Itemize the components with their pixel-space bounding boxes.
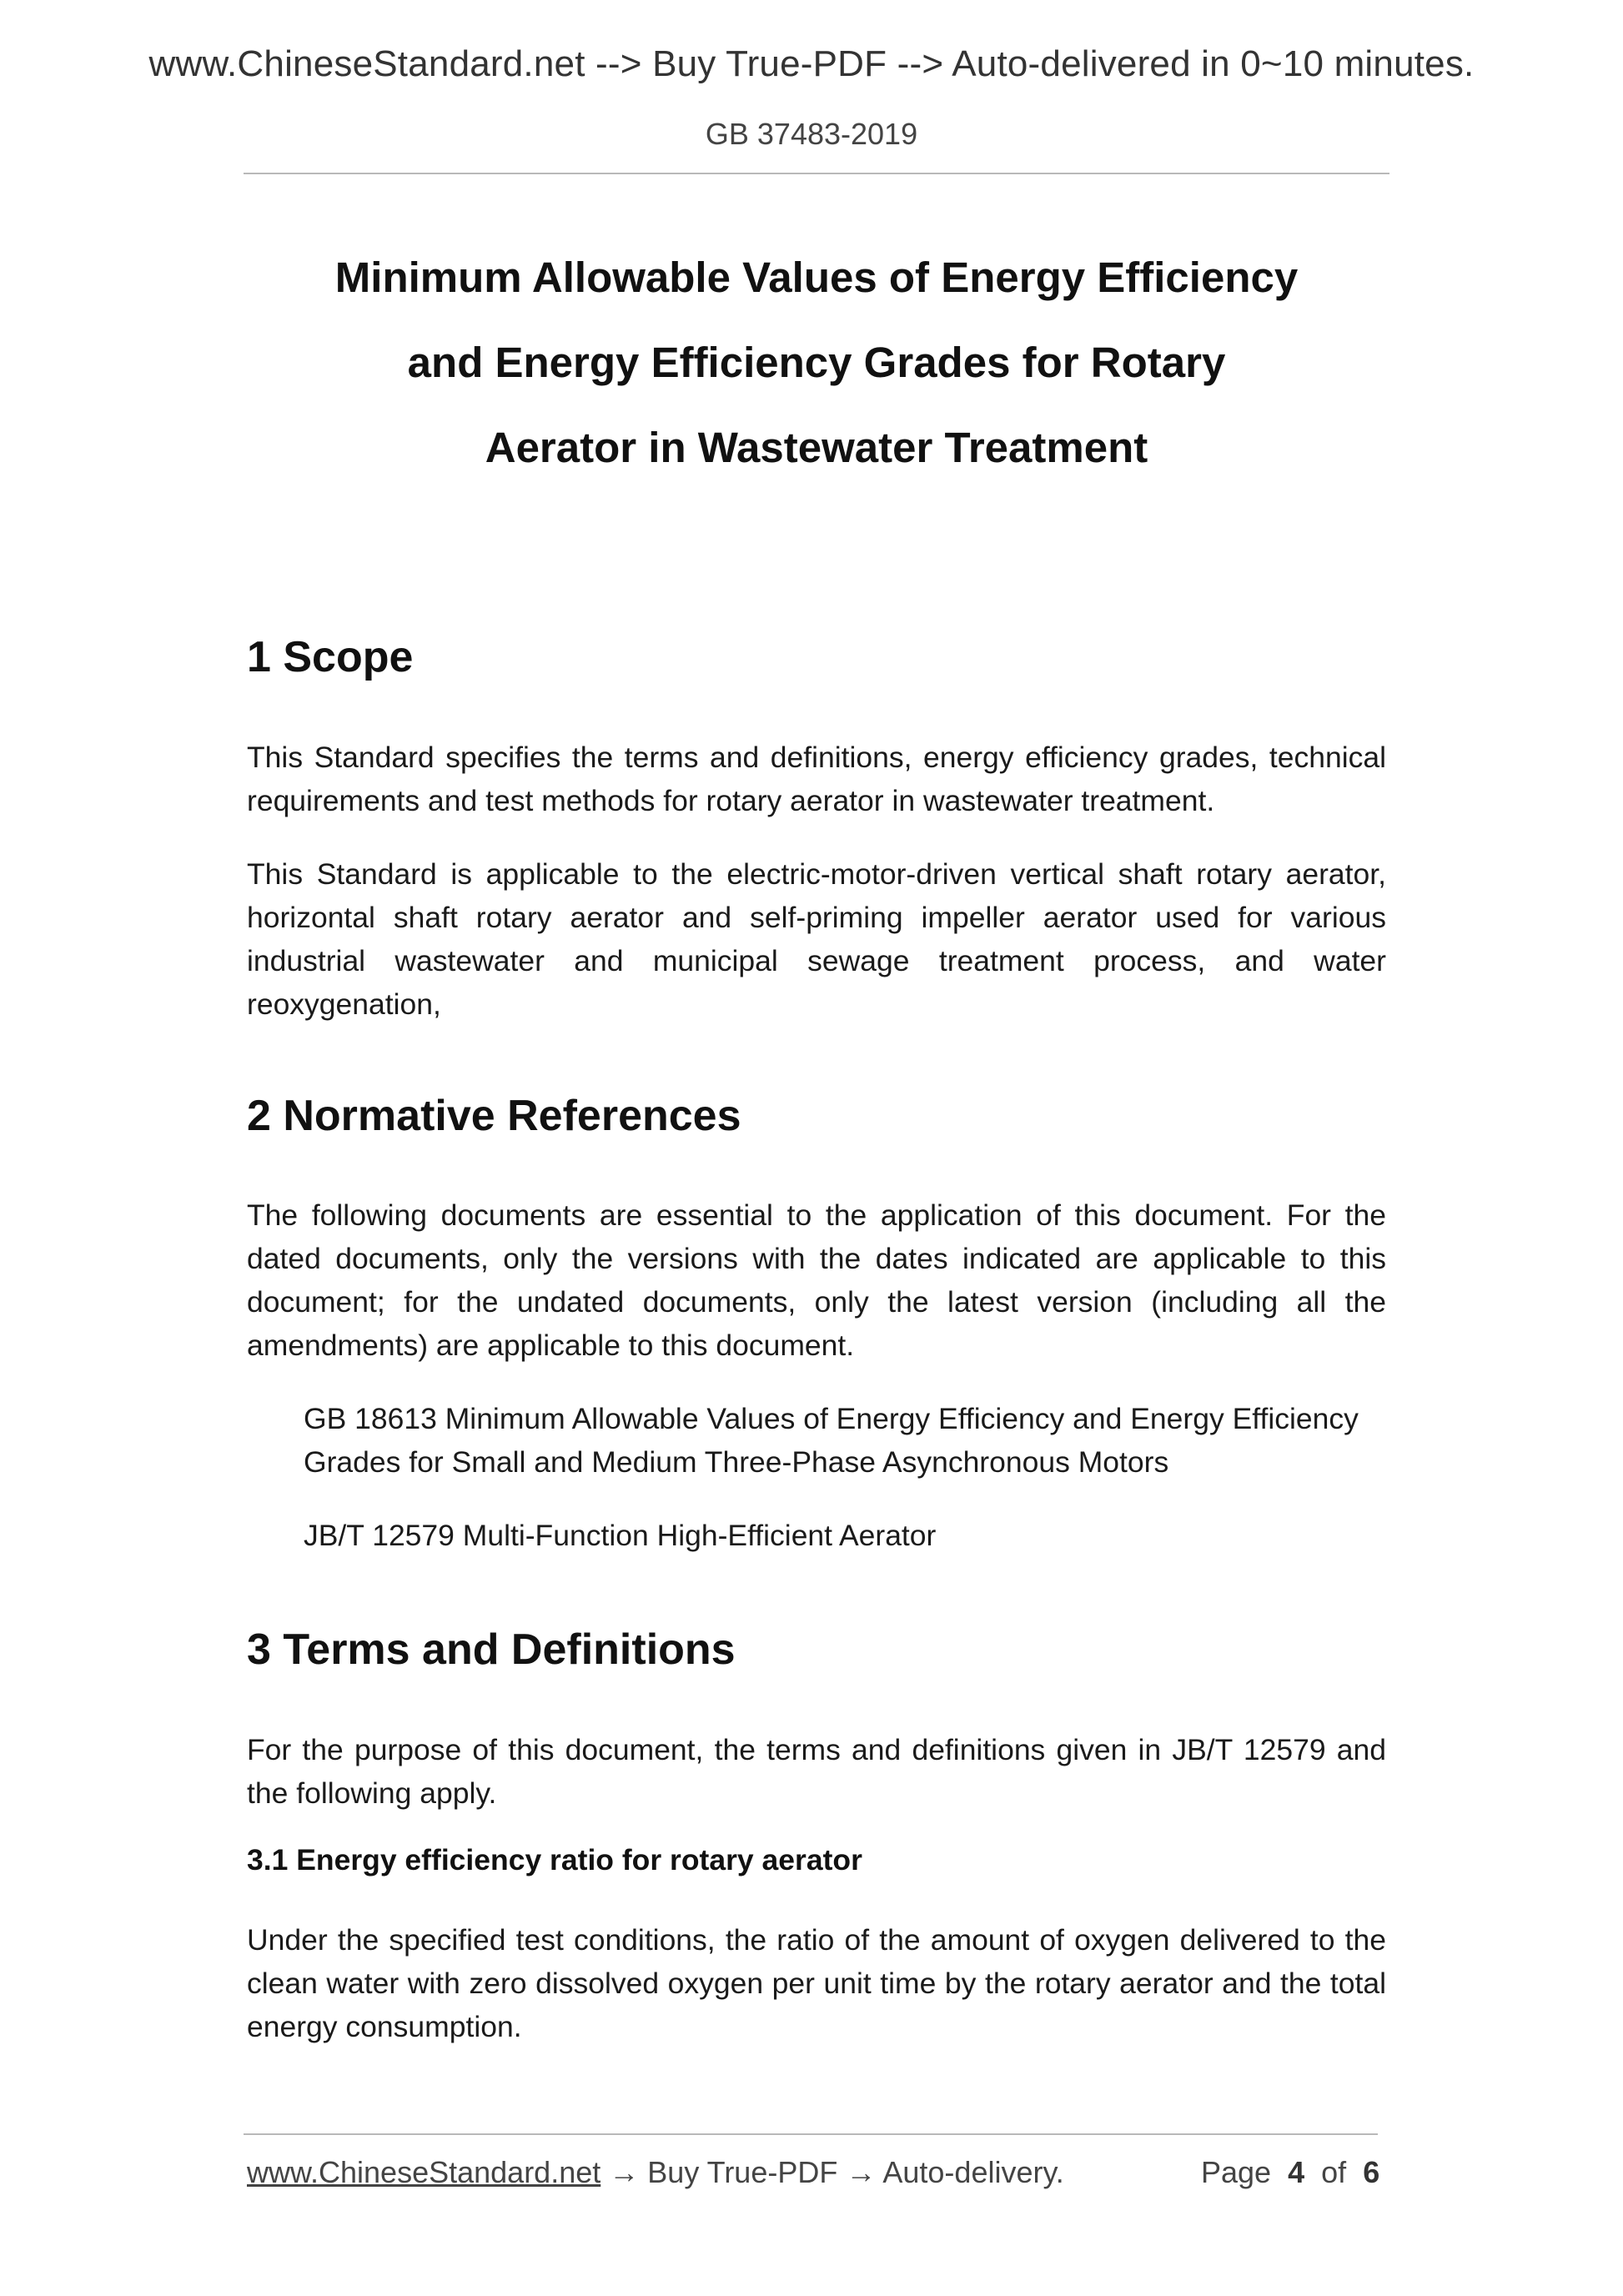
title-line-2: and Energy Efficiency Grades for Rotary: [407, 339, 1226, 386]
page-label: Page: [1201, 2155, 1272, 2189]
document-title: [244, 235, 1389, 490]
arrow-right-icon: →: [846, 2155, 877, 2189]
arrow-right-icon: →: [609, 2155, 640, 2189]
terms-definition-paragraph: Under the specified test conditions, the ratio of the amount of oxygen delivered to the clean water with zero dissolved oxygen per unit time by the rotary aerator and the total energy consumption.: [247, 1923, 1386, 2043]
footer-delivery-text: Auto-delivery.: [882, 2155, 1064, 2189]
title-line-1: Minimum Allowable Values of Energy Efficiency: [334, 254, 1299, 301]
scope-paragraph-2: This Standard is applicable to the electric-motor-driven vertical shaft rotary aerator, horizontal shaft rotary aerator and self-priming impeller aerator used for various industrial wastewater and municipal sewage treatment process, and water reoxygenation,: [247, 857, 1386, 1021]
page-of-label: of: [1321, 2155, 1347, 2189]
document-code: GB 37483-2019: [705, 117, 918, 151]
footer-buy-text: Buy True-PDF: [647, 2155, 838, 2189]
page-number: 4: [1288, 2155, 1305, 2189]
section-heading-scope: 1 Scope: [247, 633, 414, 681]
footer-site-link[interactable]: www.ChineseStandard.net: [247, 2155, 601, 2189]
reference-item-jbt12579: JB/T 12579 Multi-Function High-Efficient Aerator: [304, 1519, 937, 1552]
terms-paragraph-1: For the purpose of this document, the terms and definitions given in JB/T 12579 and the following apply.: [247, 1733, 1386, 1810]
scope-paragraph-1: This Standard specifies the terms and definitions, energy efficiency grades, technical requirements and test methods for rotary aerator in wastewater treatment.: [247, 741, 1386, 817]
reference-item-gb18613: GB 18613 Minimum Allowable Values of Energy Efficiency and Energy Efficiency Grades for Small and Medium Three-Phase Asynchronous Motors: [304, 1402, 1359, 1479]
page-indicator: [1201, 2155, 1379, 2190]
top-banner: www.ChineseStandard.net --> Buy True-PDF --> Auto-delivered in 0~10 minutes.: [148, 43, 1475, 84]
footer-promo: [247, 2155, 1064, 2190]
title-line-3: Aerator in Wastewater Treatment: [485, 424, 1148, 471]
references-paragraph: The following documents are essential to the application of this document. For the dated documents, only the versions with the dates indicated are applicable to this document; for the undated documents, only the latest version (including all the amendments) are applicable to this document.: [247, 1198, 1386, 1362]
footer-divider: [244, 2133, 1378, 2135]
subsection-heading-3-1: 3.1 Energy efficiency ratio for rotary aerator: [247, 1843, 862, 1876]
header-divider: [244, 173, 1389, 174]
page-total: 6: [1363, 2155, 1380, 2189]
section-heading-references: 2 Normative References: [247, 1092, 741, 1140]
section-heading-terms: 3 Terms and Definitions: [247, 1625, 736, 1674]
